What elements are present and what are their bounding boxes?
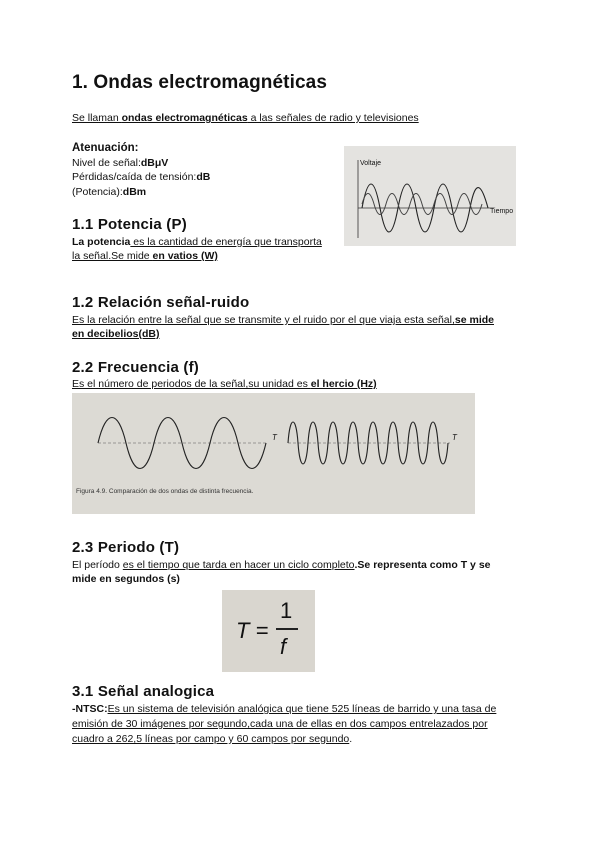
formula-figure xyxy=(222,590,315,672)
atenuacion-label: (Potencia): xyxy=(72,186,123,198)
analogica-end: . xyxy=(349,733,353,745)
atenuacion-line xyxy=(72,185,146,200)
frequency-figure xyxy=(72,393,475,514)
analogica-line3 xyxy=(72,732,352,747)
potencia-heading: 1.1 Potencia (P) xyxy=(72,216,187,233)
potencia-bold: La potencia xyxy=(72,236,131,248)
figure-caption: Figura 4.9. Comparación de dos ondas de distinta frecuencia. xyxy=(76,488,254,495)
periodo-underlined: es el tiempo que tarda en hacer un ciclo completo xyxy=(122,559,355,571)
formula-denominator: f xyxy=(280,634,287,659)
potencia-line2 xyxy=(72,249,218,264)
voltage-xlabel: Tiempo xyxy=(490,208,514,215)
atenuacion-unit: dB xyxy=(196,171,211,183)
voltage-ylabel: Voltaje xyxy=(360,160,382,167)
frecuencia-line xyxy=(72,377,377,392)
potencia-text2: la señal.Se mide xyxy=(72,250,153,262)
formula-lhs: T = xyxy=(236,618,269,643)
relacion-bold1: se mide xyxy=(454,314,494,326)
page-title: 1. Ondas electromagnéticas xyxy=(72,72,327,93)
relacion-bold2: en decibelios(dB) xyxy=(72,328,160,340)
analogica-line2 xyxy=(72,717,488,732)
analogica-bold: -NTSC: xyxy=(72,703,108,715)
frecuencia-heading: 2.2 Frecuencia (f) xyxy=(72,359,199,376)
periodo-heading: 2.3 Periodo (T) xyxy=(72,539,180,556)
atenuacion-heading: Atenuación: xyxy=(72,142,139,154)
analogica-text3: cuadro a 262,5 líneas por campo y 60 campos por segundo xyxy=(72,733,350,745)
relacion-heading: 1.2 Relación señal-ruido xyxy=(72,294,250,311)
analogica-text1: Es un sistema de televisión analógica que tiene 525 líneas de barrido y una tasa de xyxy=(107,703,497,715)
frequency-wave-graphic xyxy=(72,393,475,514)
relacion-line1 xyxy=(72,313,494,328)
analogica-heading: 3.1 Señal analogica xyxy=(72,683,215,700)
potencia-line1 xyxy=(72,235,322,250)
voltage-figure xyxy=(344,146,516,246)
analogica-text2: emisión de 30 imágenes por segundo,cada una de ellas en dos campos entrelazados por xyxy=(72,718,488,730)
atenuacion-line xyxy=(72,156,168,171)
axis-label-left: T xyxy=(272,433,277,442)
potencia-unit: en vatios (W) xyxy=(152,250,218,262)
intro-paragraph xyxy=(72,111,419,126)
relacion-line2 xyxy=(72,327,160,342)
intro-text: Se llaman xyxy=(72,112,122,124)
periodo-line1 xyxy=(72,558,491,573)
frecuencia-text: Es el número de periodos de la señal,su unidad es xyxy=(72,378,311,390)
potencia-text: es la cantidad de energía que transporta xyxy=(130,236,322,248)
axis-label-right: T xyxy=(452,433,457,442)
intro-text-end: a las señales de radio y televisiones xyxy=(247,112,419,124)
formula-numerator: 1 xyxy=(280,598,293,623)
analogica-line1 xyxy=(72,702,496,717)
atenuacion-unit: dBm xyxy=(122,186,147,198)
atenuacion-label: Pérdidas/caída de tensión: xyxy=(72,171,197,183)
fraction-bar xyxy=(276,628,298,630)
atenuacion-unit: dBμV xyxy=(140,157,169,169)
intro-bold: ondas electromagnéticas xyxy=(121,112,248,124)
atenuacion-label: Nivel de señal: xyxy=(72,157,141,169)
atenuacion-line xyxy=(72,170,210,185)
relacion-text: Es la relación entre la señal que se transmite y el ruido por el que viaja esta señal, xyxy=(72,314,455,326)
frecuencia-bold: el hercio (Hz) xyxy=(310,378,377,390)
periodo-bold1: .Se representa como T y se xyxy=(354,559,491,571)
periodo-pre: El período xyxy=(72,559,123,571)
wave-small xyxy=(362,194,482,215)
periodo-bold2: mide en segundos (s) xyxy=(72,573,180,585)
